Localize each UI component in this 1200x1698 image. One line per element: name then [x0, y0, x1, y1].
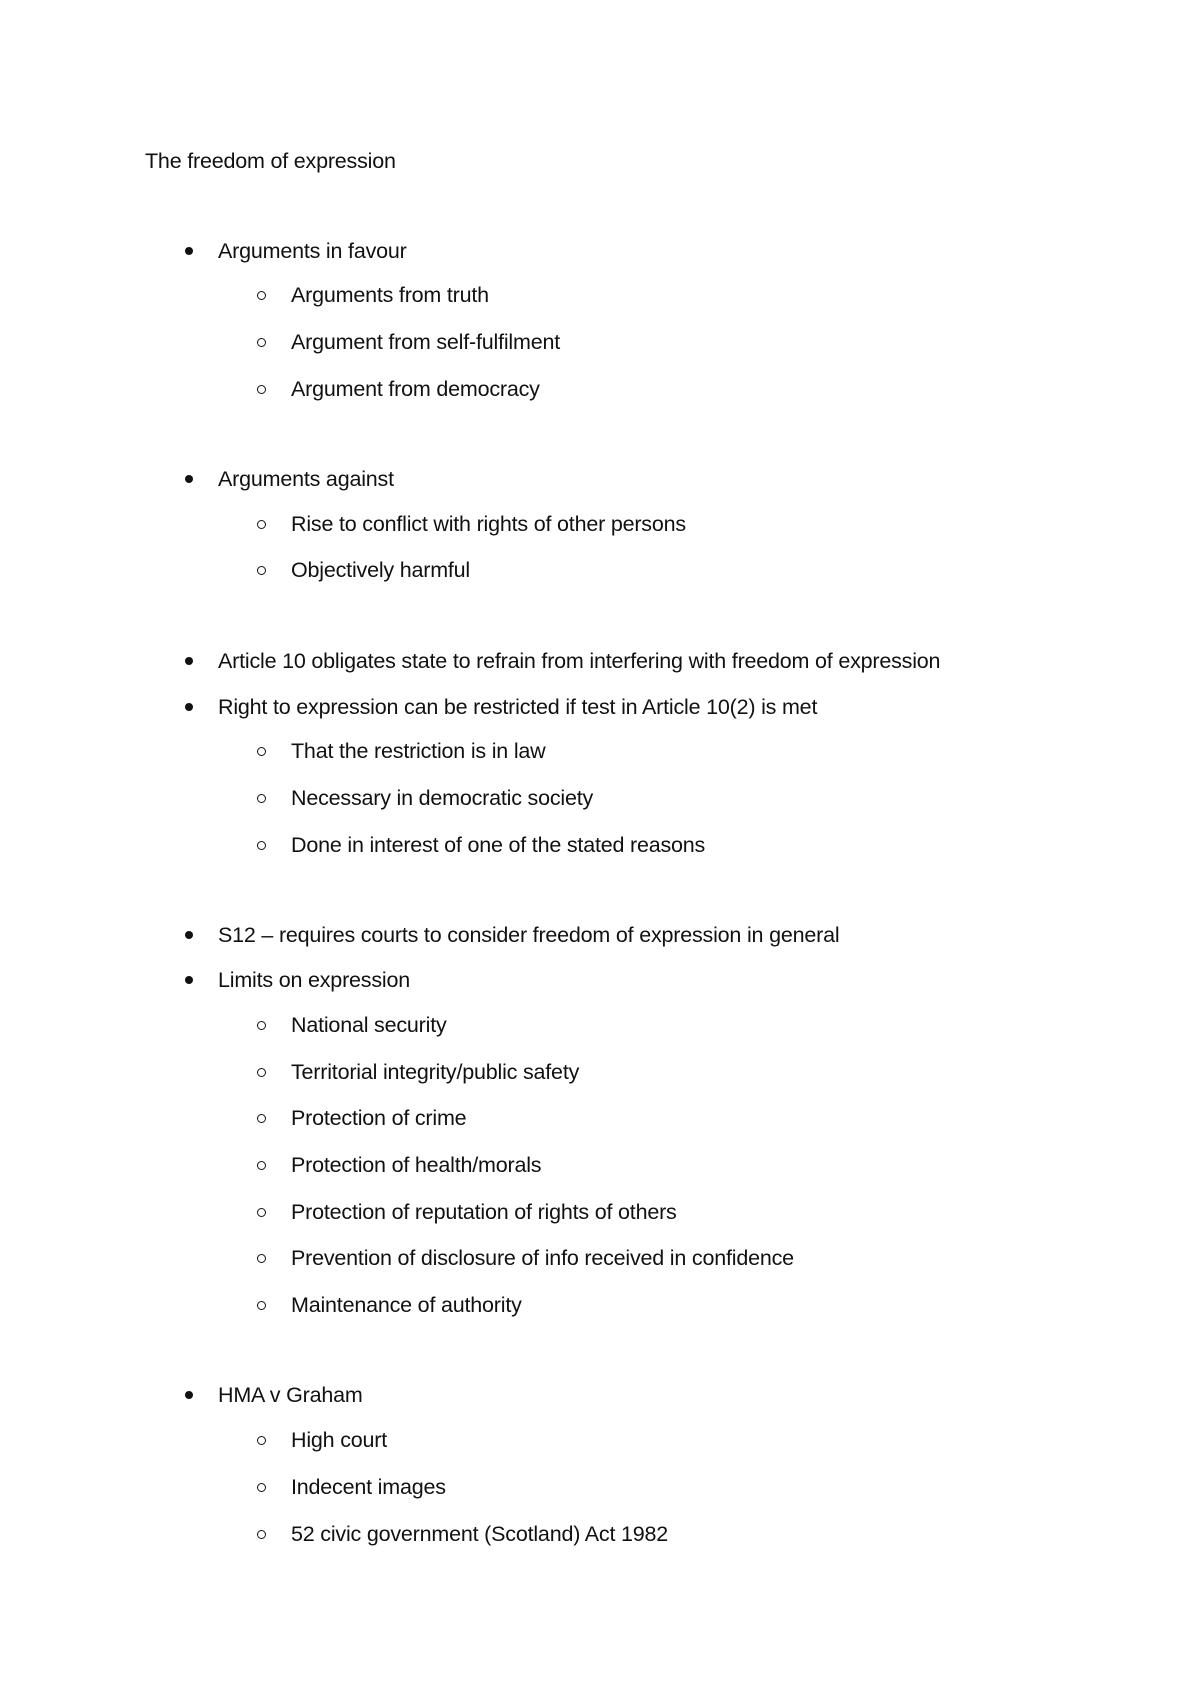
bullet-item: HMA v Graham [218, 1383, 363, 1407]
sub-bullet-item: Done in interest of one of the stated reasons [291, 833, 706, 857]
sub-bullet-icon [257, 1021, 266, 1030]
sub-bullet-item: Maintenance of authority [291, 1293, 522, 1317]
sub-bullet-icon [257, 1208, 266, 1217]
sub-bullet-icon [257, 1114, 266, 1123]
sub-bullet-icon [257, 1161, 266, 1170]
sub-bullet-item: Territorial integrity/public safety [291, 1060, 580, 1084]
sub-bullet-icon [257, 566, 266, 575]
sub-bullet-item: Necessary in democratic society [291, 786, 594, 810]
sub-bullet-icon [257, 1254, 266, 1263]
bullet-item: Article 10 obligates state to refrain from interfering with freedom of expression [218, 649, 941, 673]
sub-bullet-icon [257, 794, 266, 803]
sub-bullet-icon [257, 385, 266, 394]
sub-bullet-icon [257, 1530, 266, 1539]
sub-bullet-icon [257, 520, 266, 529]
sub-bullet-item: Objectively harmful [291, 558, 471, 582]
bullet-item: S12 – requires courts to consider freedom of expression in general [218, 923, 840, 947]
sub-bullet-icon [257, 1301, 266, 1310]
bullet-item: Limits on expression [218, 968, 410, 992]
sub-bullet-icon [257, 291, 266, 300]
bullet-icon [185, 703, 193, 711]
sub-bullet-icon [257, 841, 266, 850]
sub-bullet-item: Indecent images [291, 1475, 446, 1499]
sub-bullet-item: High court [291, 1428, 387, 1452]
sub-bullet-item: Arguments from truth [291, 283, 489, 307]
sub-bullet-icon [257, 338, 266, 347]
sub-bullet-item: Prevention of disclosure of info received in confidence [291, 1246, 794, 1270]
bullet-item: Arguments in favour [218, 239, 407, 263]
sub-bullet-item: 52 civic government (Scotland) Act 1982 [291, 1522, 669, 1546]
sub-bullet-item: National security [291, 1013, 447, 1037]
bullet-icon [185, 931, 193, 939]
sub-bullet-item: Argument from democracy [291, 377, 540, 401]
document-title: The freedom of expression [145, 149, 396, 173]
sub-bullet-icon [257, 1068, 266, 1077]
sub-bullet-item: Protection of reputation of rights of others [291, 1200, 677, 1224]
bullet-item: Arguments against [218, 467, 394, 491]
sub-bullet-item: That the restriction is in law [291, 739, 546, 763]
sub-bullet-icon [257, 747, 266, 756]
bullet-icon [185, 657, 193, 665]
sub-bullet-item: Rise to conflict with rights of other persons [291, 512, 686, 536]
bullet-icon [185, 976, 193, 984]
bullet-icon [185, 475, 193, 483]
bullet-item: Right to expression can be restricted if test in Article 10(2) is met [218, 695, 818, 719]
sub-bullet-icon [257, 1483, 266, 1492]
sub-bullet-item: Argument from self-fulfilment [291, 330, 561, 354]
sub-bullet-item: Protection of crime [291, 1106, 467, 1130]
bullet-icon [185, 247, 193, 255]
bullet-icon [185, 1391, 193, 1399]
sub-bullet-icon [257, 1436, 266, 1445]
sub-bullet-item: Protection of health/morals [291, 1153, 542, 1177]
